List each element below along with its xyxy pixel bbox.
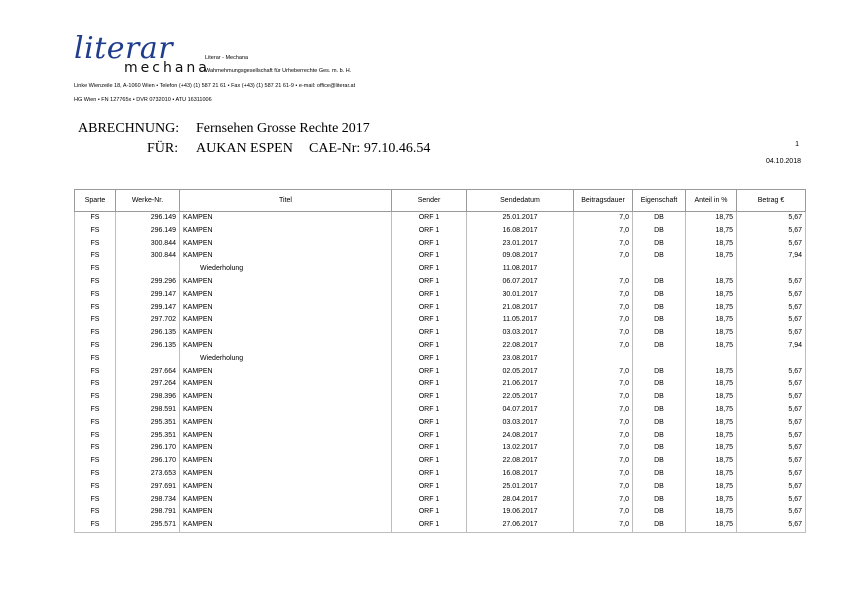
cell-sendedatum: 21.06.2017 xyxy=(467,378,574,391)
cell-betrag: 5,67 xyxy=(737,494,806,507)
cell-eigenschaft: DB xyxy=(633,430,686,443)
cell-beitragsdauer: 7,0 xyxy=(574,494,633,507)
cell-sender: ORF 1 xyxy=(392,442,467,455)
cell-eigenschaft: DB xyxy=(633,225,686,238)
cell-werke-nr: 296.170 xyxy=(116,455,180,468)
cell-sparte: FS xyxy=(75,481,116,494)
cell-eigenschaft xyxy=(633,263,686,276)
cell-anteil: 18,75 xyxy=(686,340,737,353)
cell-werke-nr: 295.351 xyxy=(116,430,180,443)
table-row xyxy=(75,430,806,443)
cell-eigenschaft: DB xyxy=(633,276,686,289)
table-row xyxy=(75,238,806,251)
cell-sender: ORF 1 xyxy=(392,494,467,507)
cell-anteil: 18,75 xyxy=(686,481,737,494)
cell-anteil xyxy=(686,353,737,366)
cell-beitragsdauer: 7,0 xyxy=(574,481,633,494)
org-description: Wahrnehmungsgesellschaft für Urheberrechte Ges. m. b. H. xyxy=(205,68,352,74)
cell-sender: ORF 1 xyxy=(392,519,467,532)
cell-eigenschaft: DB xyxy=(633,442,686,455)
statement-title: Fernsehen Grosse Rechte 2017 xyxy=(196,121,370,136)
cae-number: CAE-Nr: 97.10.46.54 xyxy=(309,141,431,156)
cell-werke-nr: 273.653 xyxy=(116,468,180,481)
cell-sparte: FS xyxy=(75,314,116,327)
cell-titel: KAMPEN xyxy=(180,238,392,251)
table-row xyxy=(75,481,806,494)
cell-anteil: 18,75 xyxy=(686,494,737,507)
cell-anteil xyxy=(686,263,737,276)
cell-anteil: 18,75 xyxy=(686,212,737,225)
cell-sparte: FS xyxy=(75,353,116,366)
cell-beitragsdauer: 7,0 xyxy=(574,289,633,302)
cell-sender: ORF 1 xyxy=(392,327,467,340)
cell-anteil: 18,75 xyxy=(686,276,737,289)
cell-eigenschaft: DB xyxy=(633,506,686,519)
cell-werke-nr: 297.264 xyxy=(116,378,180,391)
cell-betrag: 5,67 xyxy=(737,302,806,315)
cell-beitragsdauer: 7,0 xyxy=(574,417,633,430)
cell-sender: ORF 1 xyxy=(392,468,467,481)
cell-sendedatum: 30.01.2017 xyxy=(467,289,574,302)
cell-sender: ORF 1 xyxy=(392,481,467,494)
cell-anteil: 18,75 xyxy=(686,250,737,263)
cell-sparte: FS xyxy=(75,302,116,315)
cell-eigenschaft: DB xyxy=(633,455,686,468)
table-header-row xyxy=(75,190,806,212)
cell-sendedatum: 22.08.2017 xyxy=(467,340,574,353)
cell-sender: ORF 1 xyxy=(392,378,467,391)
cell-eigenschaft: DB xyxy=(633,340,686,353)
cell-betrag xyxy=(737,263,806,276)
cell-beitragsdauer xyxy=(574,353,633,366)
cell-anteil: 18,75 xyxy=(686,430,737,443)
cell-titel: KAMPEN xyxy=(180,506,392,519)
cell-beitragsdauer: 7,0 xyxy=(574,404,633,417)
cell-betrag: 7,94 xyxy=(737,340,806,353)
cell-titel: KAMPEN xyxy=(180,481,392,494)
cell-sender: ORF 1 xyxy=(392,314,467,327)
logo xyxy=(74,31,210,78)
cell-sendedatum: 11.08.2017 xyxy=(467,263,574,276)
cell-titel: KAMPEN xyxy=(180,212,392,225)
cell-sparte: FS xyxy=(75,404,116,417)
cell-titel: Wiederholung xyxy=(180,353,392,366)
cell-werke-nr: 300.844 xyxy=(116,238,180,251)
cell-titel: KAMPEN xyxy=(180,225,392,238)
table-row xyxy=(75,455,806,468)
cell-werke-nr: 297.702 xyxy=(116,314,180,327)
col-header-sparte: Sparte xyxy=(75,190,116,212)
cell-anteil: 18,75 xyxy=(686,366,737,379)
cell-sparte: FS xyxy=(75,340,116,353)
col-header-beitragsdauer: Beitragsdauer xyxy=(574,190,633,212)
cell-anteil: 18,75 xyxy=(686,442,737,455)
cell-betrag: 5,67 xyxy=(737,404,806,417)
cell-eigenschaft: DB xyxy=(633,238,686,251)
cell-titel: KAMPEN xyxy=(180,442,392,455)
col-header-werke-nr: Werke-Nr. xyxy=(116,190,180,212)
cell-beitragsdauer: 7,0 xyxy=(574,366,633,379)
cell-beitragsdauer: 7,0 xyxy=(574,455,633,468)
cell-betrag xyxy=(737,353,806,366)
cell-anteil: 18,75 xyxy=(686,327,737,340)
cell-werke-nr xyxy=(116,263,180,276)
table-row xyxy=(75,404,806,417)
cell-titel: KAMPEN xyxy=(180,430,392,443)
cell-betrag: 5,67 xyxy=(737,391,806,404)
cell-beitragsdauer: 7,0 xyxy=(574,430,633,443)
cell-sender: ORF 1 xyxy=(392,455,467,468)
col-header-betrag: Betrag € xyxy=(737,190,806,212)
cell-beitragsdauer: 7,0 xyxy=(574,378,633,391)
cell-eigenschaft xyxy=(633,353,686,366)
cell-sender: ORF 1 xyxy=(392,353,467,366)
org-address: Linke Wienzeile 18, A-1060 Wien • Telefon (+43) (1) 587 21 61 • Fax (+43) (1) 587 21 61-9 • e-mail: office@literar.at xyxy=(74,83,356,89)
cell-eigenschaft: DB xyxy=(633,289,686,302)
cell-anteil: 18,75 xyxy=(686,417,737,430)
table-row xyxy=(75,263,806,276)
cell-sparte: FS xyxy=(75,378,116,391)
cell-beitragsdauer: 7,0 xyxy=(574,212,633,225)
cell-beitragsdauer: 7,0 xyxy=(574,250,633,263)
cell-beitragsdauer: 7,0 xyxy=(574,314,633,327)
cell-sender: ORF 1 xyxy=(392,391,467,404)
cell-betrag: 5,67 xyxy=(737,327,806,340)
cell-titel: KAMPEN xyxy=(180,314,392,327)
cell-titel: KAMPEN xyxy=(180,276,392,289)
cell-sendedatum: 06.07.2017 xyxy=(467,276,574,289)
col-header-sender: Sender xyxy=(392,190,467,212)
cell-sparte: FS xyxy=(75,494,116,507)
cell-eigenschaft: DB xyxy=(633,366,686,379)
table-row xyxy=(75,225,806,238)
cell-beitragsdauer xyxy=(574,263,633,276)
org-name: Literar - Mechana xyxy=(205,55,249,61)
cell-anteil: 18,75 xyxy=(686,455,737,468)
table-row xyxy=(75,302,806,315)
cell-eigenschaft: DB xyxy=(633,404,686,417)
col-header-titel: Titel xyxy=(180,190,392,212)
cell-titel: Wiederholung xyxy=(180,263,392,276)
cell-betrag: 5,67 xyxy=(737,276,806,289)
cell-betrag: 5,67 xyxy=(737,366,806,379)
cell-eigenschaft: DB xyxy=(633,519,686,532)
cell-werke-nr: 296.135 xyxy=(116,327,180,340)
cell-eigenschaft: DB xyxy=(633,481,686,494)
cell-sparte: FS xyxy=(75,519,116,532)
cell-titel: KAMPEN xyxy=(180,455,392,468)
cell-werke-nr: 298.791 xyxy=(116,506,180,519)
cell-eigenschaft: DB xyxy=(633,212,686,225)
cell-eigenschaft: DB xyxy=(633,391,686,404)
cell-sendedatum: 16.08.2017 xyxy=(467,468,574,481)
table-row xyxy=(75,314,806,327)
cell-titel: KAMPEN xyxy=(180,378,392,391)
cell-anteil: 18,75 xyxy=(686,391,737,404)
cell-titel: KAMPEN xyxy=(180,404,392,417)
cell-betrag: 5,67 xyxy=(737,506,806,519)
cell-sendedatum: 13.02.2017 xyxy=(467,442,574,455)
cell-beitragsdauer: 7,0 xyxy=(574,506,633,519)
cell-werke-nr: 295.571 xyxy=(116,519,180,532)
cell-sendedatum: 23.08.2017 xyxy=(467,353,574,366)
cell-titel: KAMPEN xyxy=(180,468,392,481)
cell-sender: ORF 1 xyxy=(392,263,467,276)
cell-sender: ORF 1 xyxy=(392,289,467,302)
cell-titel: KAMPEN xyxy=(180,519,392,532)
cell-sparte: FS xyxy=(75,276,116,289)
cell-titel: KAMPEN xyxy=(180,302,392,315)
cell-sendedatum: 11.05.2017 xyxy=(467,314,574,327)
cell-betrag: 5,67 xyxy=(737,430,806,443)
cell-titel: KAMPEN xyxy=(180,366,392,379)
cell-sendedatum: 25.01.2017 xyxy=(467,212,574,225)
cell-werke-nr: 296.149 xyxy=(116,225,180,238)
table-row xyxy=(75,250,806,263)
cell-sparte: FS xyxy=(75,468,116,481)
cell-sendedatum: 27.06.2017 xyxy=(467,519,574,532)
table-row xyxy=(75,417,806,430)
cell-betrag: 5,67 xyxy=(737,468,806,481)
royalty-table xyxy=(74,189,806,533)
cell-eigenschaft: DB xyxy=(633,417,686,430)
cell-sendedatum: 25.01.2017 xyxy=(467,481,574,494)
cell-werke-nr: 295.351 xyxy=(116,417,180,430)
cell-sendedatum: 04.07.2017 xyxy=(467,404,574,417)
cell-sparte: FS xyxy=(75,263,116,276)
cell-werke-nr: 296.135 xyxy=(116,340,180,353)
cell-eigenschaft: DB xyxy=(633,494,686,507)
cell-sender: ORF 1 xyxy=(392,430,467,443)
cell-anteil: 18,75 xyxy=(686,468,737,481)
recipient-name: AUKAN ESPEN xyxy=(196,141,293,156)
cell-betrag: 5,67 xyxy=(737,455,806,468)
table-row xyxy=(75,366,806,379)
cell-sender: ORF 1 xyxy=(392,506,467,519)
cell-eigenschaft: DB xyxy=(633,302,686,315)
table-body xyxy=(75,212,806,533)
cell-sender: ORF 1 xyxy=(392,404,467,417)
table-row xyxy=(75,276,806,289)
cell-sender: ORF 1 xyxy=(392,212,467,225)
cell-eigenschaft: DB xyxy=(633,327,686,340)
cell-betrag: 5,67 xyxy=(737,314,806,327)
cell-sendedatum: 22.08.2017 xyxy=(467,455,574,468)
cell-anteil: 18,75 xyxy=(686,378,737,391)
cell-beitragsdauer: 7,0 xyxy=(574,225,633,238)
cell-sendedatum: 16.08.2017 xyxy=(467,225,574,238)
cell-beitragsdauer: 7,0 xyxy=(574,276,633,289)
cell-sendedatum: 22.05.2017 xyxy=(467,391,574,404)
cell-sendedatum: 28.04.2017 xyxy=(467,494,574,507)
logo-wordmark-mechana: mechana xyxy=(124,60,210,76)
cell-werke-nr: 299.147 xyxy=(116,302,180,315)
logo-wordmark-literar: literar xyxy=(74,31,174,66)
statement-date: 04.10.2018 xyxy=(765,158,801,165)
cell-sender: ORF 1 xyxy=(392,340,467,353)
cell-sparte: FS xyxy=(75,250,116,263)
cell-sendedatum: 23.01.2017 xyxy=(467,238,574,251)
cell-sparte: FS xyxy=(75,238,116,251)
cell-sendedatum: 24.08.2017 xyxy=(467,430,574,443)
col-header-anteil: Anteil in % xyxy=(686,190,737,212)
org-registry: HG Wien • FN 127765x • DVR 0732010 • ATU 16311006 xyxy=(74,97,212,103)
cell-werke-nr: 298.734 xyxy=(116,494,180,507)
recipient-label: FÜR: xyxy=(147,141,179,156)
cell-sparte: FS xyxy=(75,455,116,468)
cell-sender: ORF 1 xyxy=(392,302,467,315)
cell-anteil: 18,75 xyxy=(686,506,737,519)
cell-titel: KAMPEN xyxy=(180,340,392,353)
cell-sendedatum: 02.05.2017 xyxy=(467,366,574,379)
table-row xyxy=(75,519,806,532)
col-header-sendedatum: Sendedatum xyxy=(467,190,574,212)
cell-sendedatum: 09.08.2017 xyxy=(467,250,574,263)
cell-eigenschaft: DB xyxy=(633,314,686,327)
cell-betrag: 7,94 xyxy=(737,250,806,263)
table-row xyxy=(75,378,806,391)
cell-beitragsdauer: 7,0 xyxy=(574,302,633,315)
cell-sparte: FS xyxy=(75,442,116,455)
table-row xyxy=(75,442,806,455)
cell-sendedatum: 03.03.2017 xyxy=(467,327,574,340)
cell-beitragsdauer: 7,0 xyxy=(574,442,633,455)
table-row xyxy=(75,506,806,519)
cell-werke-nr: 298.396 xyxy=(116,391,180,404)
cell-sender: ORF 1 xyxy=(392,366,467,379)
cell-beitragsdauer: 7,0 xyxy=(574,468,633,481)
cell-titel: KAMPEN xyxy=(180,327,392,340)
cell-sparte: FS xyxy=(75,506,116,519)
cell-werke-nr: 297.691 xyxy=(116,481,180,494)
statement-label: ABRECHNUNG: xyxy=(78,121,180,136)
cell-anteil: 18,75 xyxy=(686,404,737,417)
cell-werke-nr: 299.296 xyxy=(116,276,180,289)
cell-anteil: 18,75 xyxy=(686,302,737,315)
cell-werke-nr: 296.149 xyxy=(116,212,180,225)
cell-betrag: 5,67 xyxy=(737,442,806,455)
cell-anteil: 18,75 xyxy=(686,519,737,532)
cell-sparte: FS xyxy=(75,417,116,430)
cell-werke-nr: 298.591 xyxy=(116,404,180,417)
cell-werke-nr xyxy=(116,353,180,366)
cell-werke-nr: 299.147 xyxy=(116,289,180,302)
cell-beitragsdauer: 7,0 xyxy=(574,391,633,404)
cell-beitragsdauer: 7,0 xyxy=(574,340,633,353)
table-row xyxy=(75,289,806,302)
cell-titel: KAMPEN xyxy=(180,289,392,302)
cell-beitragsdauer: 7,0 xyxy=(574,327,633,340)
table-row xyxy=(75,340,806,353)
cell-sender: ORF 1 xyxy=(392,276,467,289)
cell-sparte: FS xyxy=(75,289,116,302)
cell-sendedatum: 03.03.2017 xyxy=(467,417,574,430)
cell-betrag: 5,67 xyxy=(737,417,806,430)
cell-anteil: 18,75 xyxy=(686,225,737,238)
cell-sendedatum: 19.06.2017 xyxy=(467,506,574,519)
page-number: 1 xyxy=(795,141,799,148)
cell-betrag: 5,67 xyxy=(737,519,806,532)
cell-sender: ORF 1 xyxy=(392,225,467,238)
table-row xyxy=(75,494,806,507)
cell-betrag: 5,67 xyxy=(737,212,806,225)
table-row xyxy=(75,391,806,404)
col-header-eigenschaft: Eigenschaft xyxy=(633,190,686,212)
cell-sendedatum: 21.08.2017 xyxy=(467,302,574,315)
cell-betrag: 5,67 xyxy=(737,378,806,391)
cell-betrag: 5,67 xyxy=(737,481,806,494)
cell-betrag: 5,67 xyxy=(737,289,806,302)
cell-eigenschaft: DB xyxy=(633,378,686,391)
cell-betrag: 5,67 xyxy=(737,238,806,251)
table-row xyxy=(75,468,806,481)
cell-eigenschaft: DB xyxy=(633,468,686,481)
cell-sparte: FS xyxy=(75,430,116,443)
cell-beitragsdauer: 7,0 xyxy=(574,238,633,251)
cell-titel: KAMPEN xyxy=(180,250,392,263)
cell-sparte: FS xyxy=(75,391,116,404)
cell-sparte: FS xyxy=(75,212,116,225)
cell-sparte: FS xyxy=(75,225,116,238)
cell-titel: KAMPEN xyxy=(180,391,392,404)
cell-werke-nr: 296.170 xyxy=(116,442,180,455)
cell-sparte: FS xyxy=(75,366,116,379)
cell-betrag: 5,67 xyxy=(737,225,806,238)
cell-anteil: 18,75 xyxy=(686,314,737,327)
cell-werke-nr: 297.664 xyxy=(116,366,180,379)
table-row xyxy=(75,353,806,366)
cell-sender: ORF 1 xyxy=(392,238,467,251)
cell-werke-nr: 300.844 xyxy=(116,250,180,263)
cell-anteil: 18,75 xyxy=(686,238,737,251)
cell-titel: KAMPEN xyxy=(180,494,392,507)
cell-titel: KAMPEN xyxy=(180,417,392,430)
cell-sparte: FS xyxy=(75,327,116,340)
table-row xyxy=(75,327,806,340)
cell-beitragsdauer: 7,0 xyxy=(574,519,633,532)
cell-anteil: 18,75 xyxy=(686,289,737,302)
cell-sender: ORF 1 xyxy=(392,417,467,430)
table-row xyxy=(75,212,806,225)
cell-eigenschaft: DB xyxy=(633,250,686,263)
cell-sender: ORF 1 xyxy=(392,250,467,263)
